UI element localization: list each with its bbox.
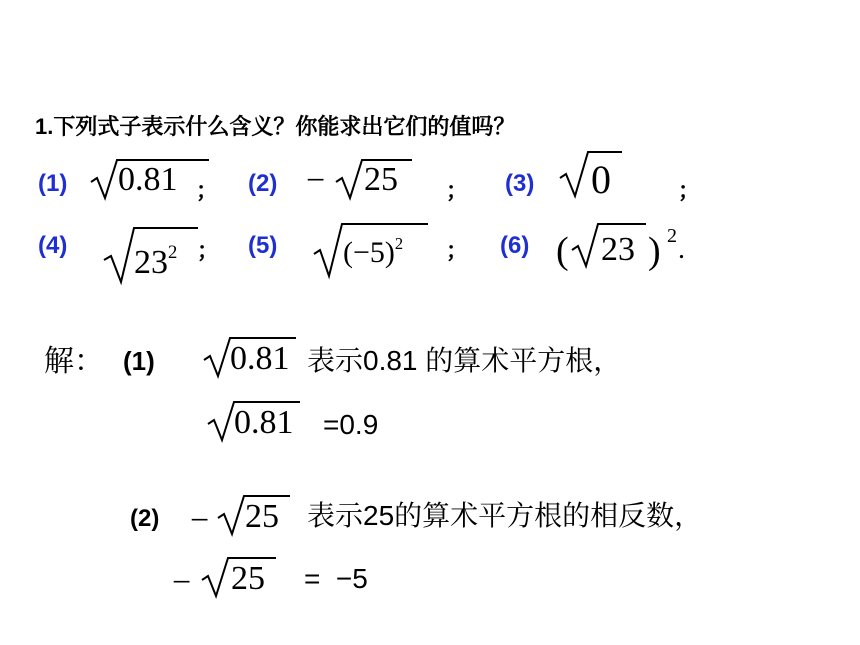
item-2-sign: −: [306, 162, 326, 199]
separator: ；: [196, 178, 219, 203]
question-title: 1.下列式子表示什么含义？你能求出它们的值吗？: [35, 114, 516, 139]
item-1-label: (1): [38, 170, 68, 197]
solution-1-expression-repeat: 0.81: [234, 404, 294, 441]
solution-1-expression: 0.81: [230, 340, 290, 377]
solution-2-expression-repeat: 25: [231, 560, 265, 597]
item-2-expression: 25: [364, 161, 398, 198]
item-5-label: (5): [248, 232, 278, 259]
item-5-inner: (−5): [343, 236, 395, 270]
radical-sign-icon: [89, 158, 119, 202]
item-4-expression: [134, 244, 177, 280]
item-5-exponent: 2: [394, 234, 404, 253]
item-6-left-paren: (: [556, 230, 569, 272]
item-4-exponent: 2: [168, 242, 178, 263]
solution-2-sign: −: [190, 502, 210, 539]
solution-2-text: 表示25的算术平方根的相反数，: [307, 500, 703, 531]
solution-title: 解：: [44, 345, 104, 378]
separator: ；: [197, 238, 220, 263]
solution-2-label: (2): [130, 505, 160, 532]
item-6-expression: 23: [601, 231, 635, 268]
item-3-expression: 0: [591, 157, 611, 202]
separator: ；: [678, 178, 701, 203]
separator: ；: [446, 178, 469, 203]
item-6-right-paren: ): [648, 230, 661, 272]
item-6-exponent: 2: [667, 225, 677, 247]
solution-2-sign-repeat: −: [172, 564, 192, 601]
item-1-expression: 0.81: [118, 161, 178, 198]
separator: ；: [446, 238, 469, 263]
item-3-label: (3): [505, 170, 535, 197]
item-4-base: 23: [134, 243, 168, 281]
solution-1-text: 表示0.81 的算术平方根，: [307, 345, 622, 376]
solution-2-result: = −5: [304, 563, 368, 594]
solution-1-label: (1): [123, 346, 155, 376]
solution-2-expression: 25: [245, 498, 279, 535]
item-5-expression: [343, 236, 403, 268]
item-4-label: (4): [38, 232, 68, 259]
item-6-end-period: .: [678, 234, 685, 265]
solution-1-result: =0.9: [323, 409, 379, 440]
item-2-label: (2): [248, 170, 278, 197]
item-6-label: (6): [500, 232, 530, 259]
